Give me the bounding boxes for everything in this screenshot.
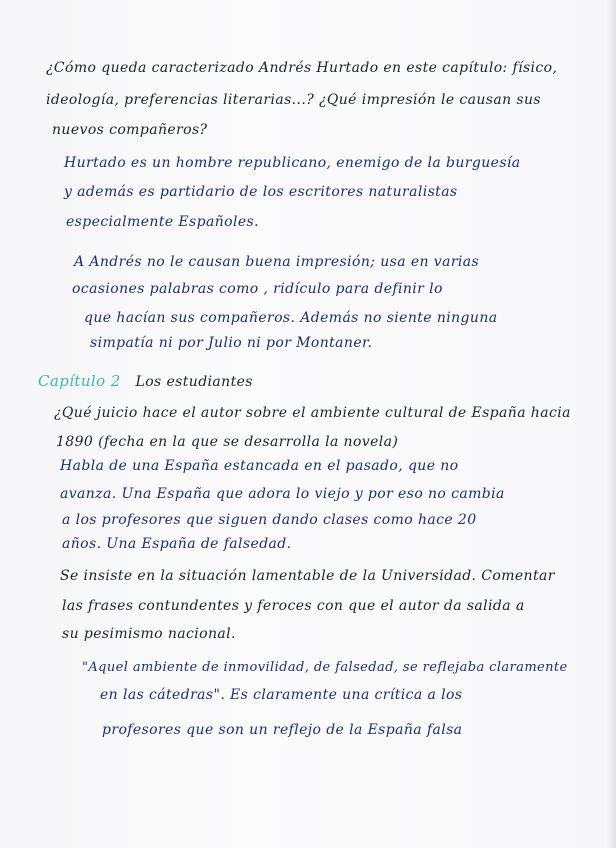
answer-2-line-4: simpatía ni por Julio ni por Montaner. — [90, 335, 373, 351]
chapter-heading — [38, 372, 253, 390]
answer-1-line-1: Hurtado es un hombre republicano, enemigo de la burguesía — [64, 155, 521, 171]
question-3-line-2: las frases contundentes y feroces con que el autor da salida a — [62, 598, 525, 614]
answer-1-line-2: y además es partidario de los escritores naturalistas — [64, 184, 458, 200]
question-1-line-1: ¿Cómo queda caracterizado Andrés Hurtado en este capítulo: físico, — [46, 60, 558, 76]
question-3-line-3: su pesimismo nacional. — [62, 626, 236, 642]
question-1-line-2: ideología, preferencias literarias...? ¿Qué impresión le causan sus — [46, 92, 541, 108]
answer-2-line-3: que hacían sus compañeros. Además no siente ninguna — [84, 310, 498, 326]
answer-2-line-1: A Andrés no le causan buena impresión; usa en varias — [74, 254, 480, 270]
answer-3-line-2: avanza. Una España que adora lo viejo y por eso no cambia — [60, 486, 505, 502]
answer-2-line-2: ocasiones palabras como , ridículo para definir lo — [72, 281, 443, 297]
page-edge-shadow — [606, 0, 616, 848]
question-1-line-3: nuevos compañeros? — [52, 122, 208, 138]
chapter-title: Los estudiantes — [135, 374, 253, 390]
question-3-line-1: Se insiste en la situación lamentable de la Universidad. Comentar — [60, 568, 555, 584]
answer-1-line-3: especialmente Españoles. — [66, 214, 259, 230]
answer-3-line-4: años. Una España de falsedad. — [62, 536, 292, 552]
question-2-line-2: 1890 (fecha en la que se desarrolla la novela) — [56, 434, 399, 450]
answer-3-line-3: a los profesores que siguen dando clases como hace 20 — [62, 512, 477, 528]
answer-4-line-1: "Aquel ambiente de inmovilidad, de falsedad, se reflejaba claramente — [82, 660, 568, 675]
question-2-line-1: ¿Qué juicio hace el autor sobre el ambiente cultural de España hacia — [54, 405, 571, 421]
answer-3-line-1: Habla de una España estancada en el pasado, que no — [60, 458, 459, 474]
answer-4-line-2: en las cátedras". Es claramente una crítica a los — [100, 687, 463, 703]
chapter-label: Capítulo 2 — [38, 372, 121, 390]
answer-4-line-3: profesores que son un reflejo de la España falsa — [102, 722, 463, 738]
